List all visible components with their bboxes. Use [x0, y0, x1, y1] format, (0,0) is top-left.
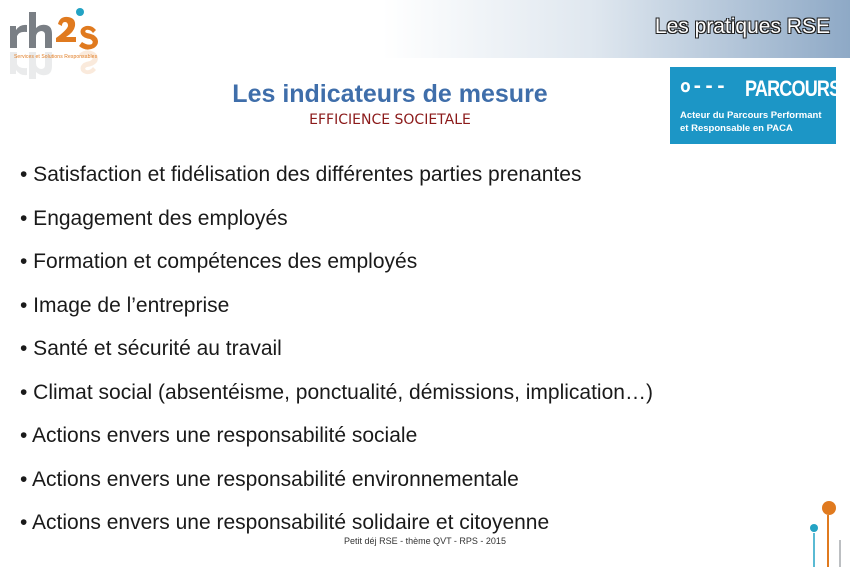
list-item: • Image de l’entreprise	[20, 293, 230, 317]
key-icon: o‑‑‑	[680, 76, 728, 97]
list-item: • Satisfaction et fidélisation des différentes parties prenantes	[20, 163, 582, 186]
page-title: Les indicateurs de mesure	[232, 80, 548, 108]
parcours-name: PARCOURS	[745, 76, 841, 101]
rh2s-logo	[6, 4, 106, 79]
rh2s-logo-graphic	[6, 4, 106, 79]
list-item: • Actions envers une responsabilité sociale	[20, 424, 418, 447]
rh2s-tagline: Services et Solutions Responsables	[14, 54, 98, 60]
list-item: • Engagement des employés	[20, 206, 288, 230]
list-item: • Santé et sécurité au travail	[20, 337, 282, 360]
list-item: • Actions envers une responsabilité environnementale	[20, 467, 519, 491]
list-item: • Formation et compétences des employés	[20, 250, 418, 273]
list-item: • Actions envers une responsabilité solidaire et citoyenne	[20, 511, 550, 534]
decorative-figures-icon	[800, 495, 850, 567]
footer-text: Petit déj RSE - thème QVT - RPS - 2015	[344, 536, 506, 546]
banner-title: Les pratiques RSE	[654, 15, 830, 38]
parcours-subtitle: Acteur du Parcours Performant et Responsable en PACA	[680, 110, 822, 134]
header-banner	[0, 0, 850, 58]
page-subtitle: EFFICIENCE SOCIETALE	[309, 112, 471, 128]
list-item: • Climat social (absentéisme, ponctualité, démissions, implication…)	[20, 380, 653, 404]
indicator-list	[20, 160, 653, 552]
